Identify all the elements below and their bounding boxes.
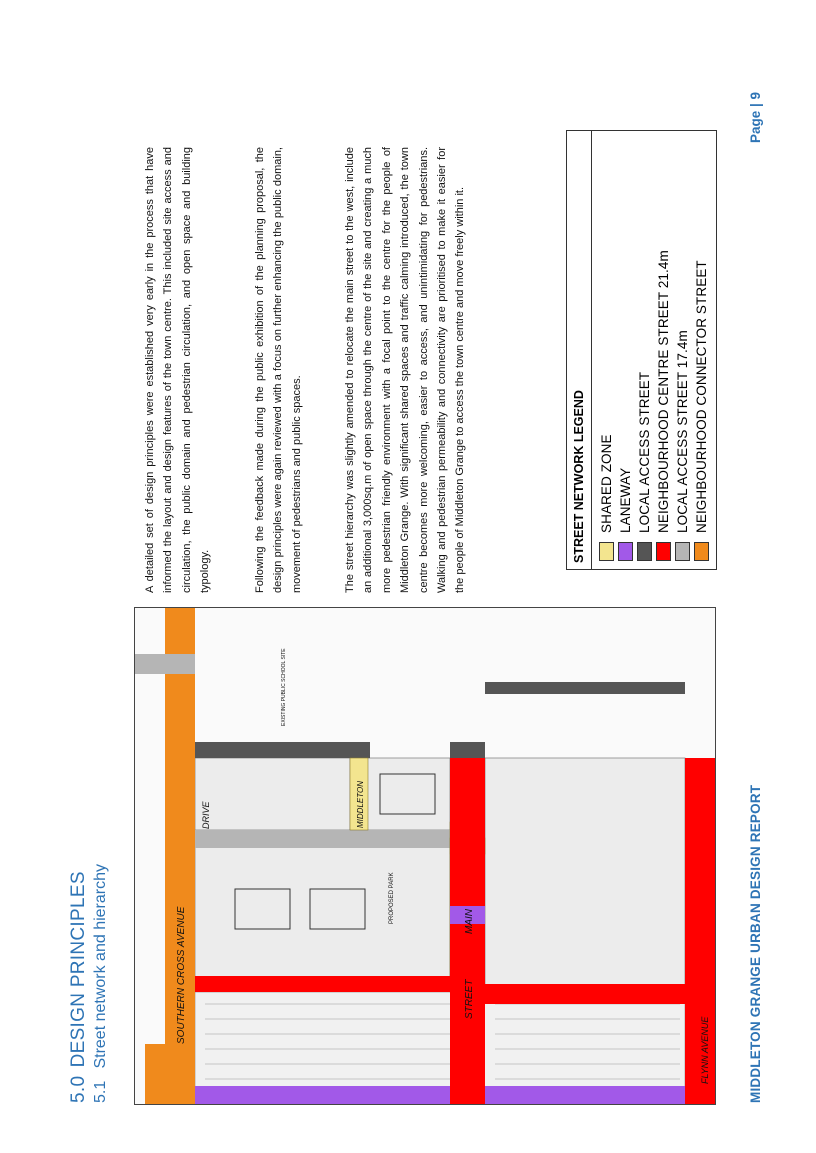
label-flynn: FLYNN AVENUE	[700, 1016, 710, 1084]
street-network-map	[134, 607, 716, 1105]
subsection-title-text: Street network and hierarchy	[92, 864, 109, 1069]
legend-title: STREET NETWORK LEGEND	[567, 131, 592, 569]
laneway-north	[195, 1086, 450, 1104]
legend-label: LOCAL ACCESS STREET	[636, 371, 652, 533]
legend-label: SHARED ZONE	[598, 434, 614, 533]
legend-item-local-access	[635, 372, 653, 561]
block-northeast	[195, 758, 350, 830]
legend-swatch	[637, 542, 652, 561]
street-network-legend	[566, 130, 717, 570]
paragraph-2: Following the feedback made during the public exhibition of the planning proposal, the design principles were again reviewed with a focus on further enhancing the public domain, movement of pedestrians and public spaces.	[254, 147, 303, 593]
block-school	[365, 758, 450, 830]
legend-swatch	[675, 542, 690, 561]
legend-item-local-access-17	[673, 330, 691, 561]
legend-item-laneway	[616, 468, 634, 561]
legend-item-centre-street	[654, 250, 672, 561]
label-park: PROPOSED PARK	[389, 872, 395, 924]
subsection-number: 5.1	[92, 1080, 109, 1103]
footer-report-title: MIDDLETON GRANGE URBAN DESIGN REPORT	[748, 784, 763, 1103]
block-south	[485, 758, 685, 992]
block-north	[195, 830, 450, 992]
section-title	[68, 871, 90, 1103]
subsection-title	[92, 864, 110, 1103]
local-access-east	[195, 742, 370, 758]
label-southern-cross: SOUTHERN CROSS AVENUE	[176, 906, 187, 1044]
label-main: MAIN	[464, 909, 475, 934]
drive-street	[195, 830, 450, 848]
legend-swatch	[599, 542, 614, 561]
section-number: 5.0	[68, 1075, 89, 1103]
laneway-south	[485, 1086, 685, 1104]
section-title-text: DESIGN PRINCIPLES	[68, 871, 89, 1068]
map-drawing	[135, 608, 715, 1104]
label-drive: DRIVE	[201, 801, 211, 829]
legend-swatch	[618, 542, 633, 561]
paragraph-3: The street hierarchy was slightly amended to relocate the main street to the west, include an additional 3,000sq.m of open space through the centre of the site and creating a much more pedestrian friendly environment with a focal point to the centre for the people of Middleton Grange. With significant shared spaces and traffic calming introduced, the town centre becomes more welcoming, easier to access, and unintimidating for pedestrians. Walking and pedestrian permeability and connectivity are prioritised to make it easier for the people of Middleton Grange to access the town centre and move freely within it.	[344, 147, 467, 593]
footer-page-number: Page | 9	[748, 91, 763, 143]
legend-item-shared-zone	[597, 434, 615, 561]
legend-label: LANEWAY	[617, 467, 633, 533]
legend-swatch	[656, 542, 671, 561]
label-street: STREET	[464, 979, 475, 1019]
legend-swatch	[694, 542, 709, 561]
label-middleton: MIDDLETON	[356, 781, 365, 828]
legend-label: NEIGHBOURHOOD CENTRE STREET 21.4m	[655, 250, 671, 533]
label-school: EXISTING PUBLIC SCHOOL SITE	[281, 648, 287, 726]
legend-item-connector	[692, 260, 710, 561]
paragraph-1: A detailed set of design principles were established very early in the process that have informed the layout and design features of the town centre. This included site access and circulation, the public domain and pedestrian circulation, and open space and building typology.	[144, 147, 212, 593]
legend-label: NEIGHBOURHOOD CONNECTOR STREET	[693, 260, 709, 533]
legend-label: LOCAL ACCESS STREET 17.4m	[674, 330, 690, 533]
